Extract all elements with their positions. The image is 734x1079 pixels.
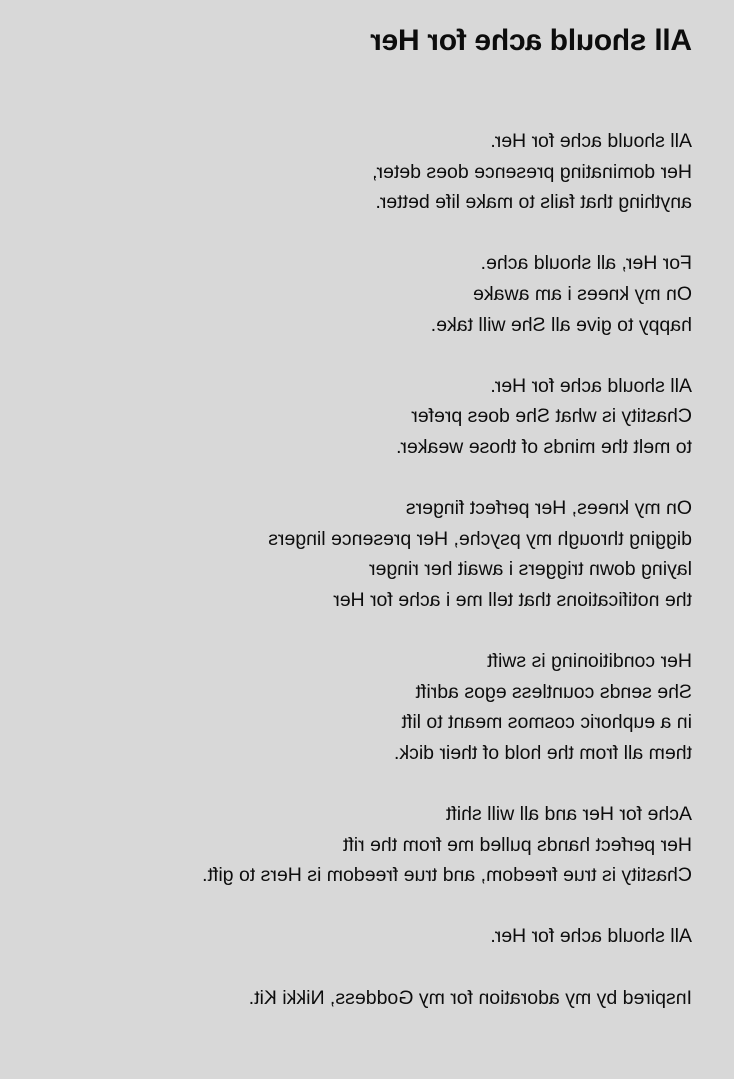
poem-line: the notifications that tell me i ache for Her <box>333 588 692 611</box>
stanza-6 <box>42 799 692 891</box>
poem-line: On my knees i am awake <box>473 282 692 305</box>
stanza-2 <box>42 248 692 340</box>
poem-line: them all from the hold of their dick. <box>393 741 692 764</box>
stanza-7 <box>42 921 692 952</box>
poem-body <box>42 126 692 1044</box>
stanza-5 <box>42 646 692 768</box>
poem-line: anything that fails to make life better. <box>375 191 692 214</box>
poem-line: Her perfect hands pulled me from the rift <box>343 833 692 856</box>
poem-line: in a euphoric cosmos meant to lift <box>401 711 692 734</box>
poem-line: happy to give all She will take. <box>430 313 692 336</box>
dedication <box>42 983 692 1014</box>
poem-line: All should ache for Her. <box>490 374 692 397</box>
stanza-3 <box>42 371 692 463</box>
poem-line: She sends countless egos adrift <box>415 680 692 703</box>
poem-line: Chastity is true freedom, and true freedom is Hers to gift. <box>202 864 692 887</box>
poem-line: Chastity is what She does prefer <box>411 405 692 428</box>
stanza-4 <box>42 493 692 615</box>
poem-line: to melt the minds of those weaker. <box>396 435 692 458</box>
poem-line: Her conditioning is swift <box>487 650 692 673</box>
stanza-1 <box>42 126 692 218</box>
poem-line: All should ache for Her. <box>490 130 692 152</box>
poem-line: For Her, all should ache. <box>480 252 692 275</box>
poem-line: laying down triggers i await her ringer <box>369 558 692 581</box>
dedication-line: Inspired by my adoration for my Goddess, Nikki Kit. <box>248 986 692 1009</box>
poem-line: Ache for Her and all will shift <box>445 803 692 826</box>
poem-line: digging through my psyche, Her presence lingers <box>268 527 692 550</box>
poem-line: All should ache for Her. <box>490 925 692 948</box>
poem-line: Her dominating presence does deter, <box>372 160 692 183</box>
poem-title: All should ache for Her <box>370 24 692 57</box>
poem-line: On my knees, Her perfect fingers <box>405 497 692 520</box>
